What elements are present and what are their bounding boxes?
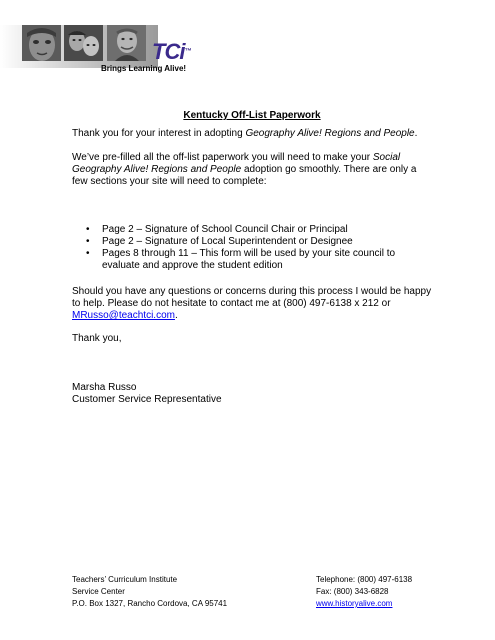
paragraph-contact bbox=[72, 286, 432, 322]
teacher-photo-icon bbox=[107, 25, 146, 61]
email-link[interactable]: MRusso@teachtci.com bbox=[72, 310, 175, 321]
footer-dept: Service Center bbox=[72, 587, 125, 596]
paragraph-text: adoption go smoothly. There are only a few sections your site will need to complete: bbox=[72, 164, 417, 187]
footer-org: Teachers’ Curriculum Institute bbox=[72, 575, 178, 584]
list-item bbox=[72, 248, 432, 272]
tci-logo bbox=[152, 40, 214, 64]
footer-address: P.O. Box 1327, Rancho Cordova, CA 95741 bbox=[72, 599, 228, 608]
child-photo-icon bbox=[22, 25, 61, 61]
letter-title: Kentucky Off-List Paperwork bbox=[183, 110, 321, 121]
book-title: Social Geography Alive! Regions and People bbox=[72, 152, 401, 175]
logo-trademark: ™ bbox=[184, 48, 192, 55]
sections-list bbox=[72, 224, 432, 272]
paragraph-text: Thank you for your interest in adopting bbox=[72, 128, 246, 139]
bullet-icon: • bbox=[86, 224, 90, 235]
footer-fax: Fax: (800) 343-6828 bbox=[316, 587, 389, 596]
bullet-icon: • bbox=[86, 248, 90, 259]
footer-phone: Telephone: (800) 497-6138 bbox=[316, 575, 413, 584]
list-item-text: Page 2 – Signature of School Council Chair or Principal bbox=[102, 224, 348, 235]
list-item bbox=[72, 236, 432, 248]
logo-text: TCi bbox=[152, 39, 185, 64]
closing: Thank you, bbox=[72, 333, 122, 344]
paragraph-text: Should you have any questions or concerns during this process I would be happy to help. Please do not hesitate to contact me at (800) 497-6138 x 212 or bbox=[72, 286, 432, 309]
signer-name: Marsha Russo bbox=[72, 382, 137, 393]
letterhead bbox=[0, 0, 495, 80]
bullet-icon: • bbox=[86, 236, 90, 247]
book-title: Geography Alive! Regions and People bbox=[245, 128, 415, 139]
paragraph-text: . bbox=[414, 128, 418, 139]
list-item-text: Page 2 – Signature of Local Superintendent or Designee bbox=[102, 236, 353, 247]
signer-title: Customer Service Representative bbox=[72, 394, 222, 405]
paragraph-text: . bbox=[174, 310, 178, 321]
tagline: Brings Learning Alive! bbox=[101, 64, 187, 73]
website-link[interactable]: www.historyalive.com bbox=[316, 599, 393, 608]
paragraph-text: We’ve pre-filled all the off-list paperwork you will need to make your bbox=[72, 152, 373, 163]
list-item-text: Pages 8 through 11 – This form will be used by your site council to evaluate and approve the student edition bbox=[102, 248, 396, 271]
paragraph-thanks bbox=[72, 128, 432, 140]
list-item bbox=[72, 224, 432, 236]
paragraph-paperwork bbox=[72, 152, 432, 188]
children-photo-icon bbox=[64, 25, 103, 61]
